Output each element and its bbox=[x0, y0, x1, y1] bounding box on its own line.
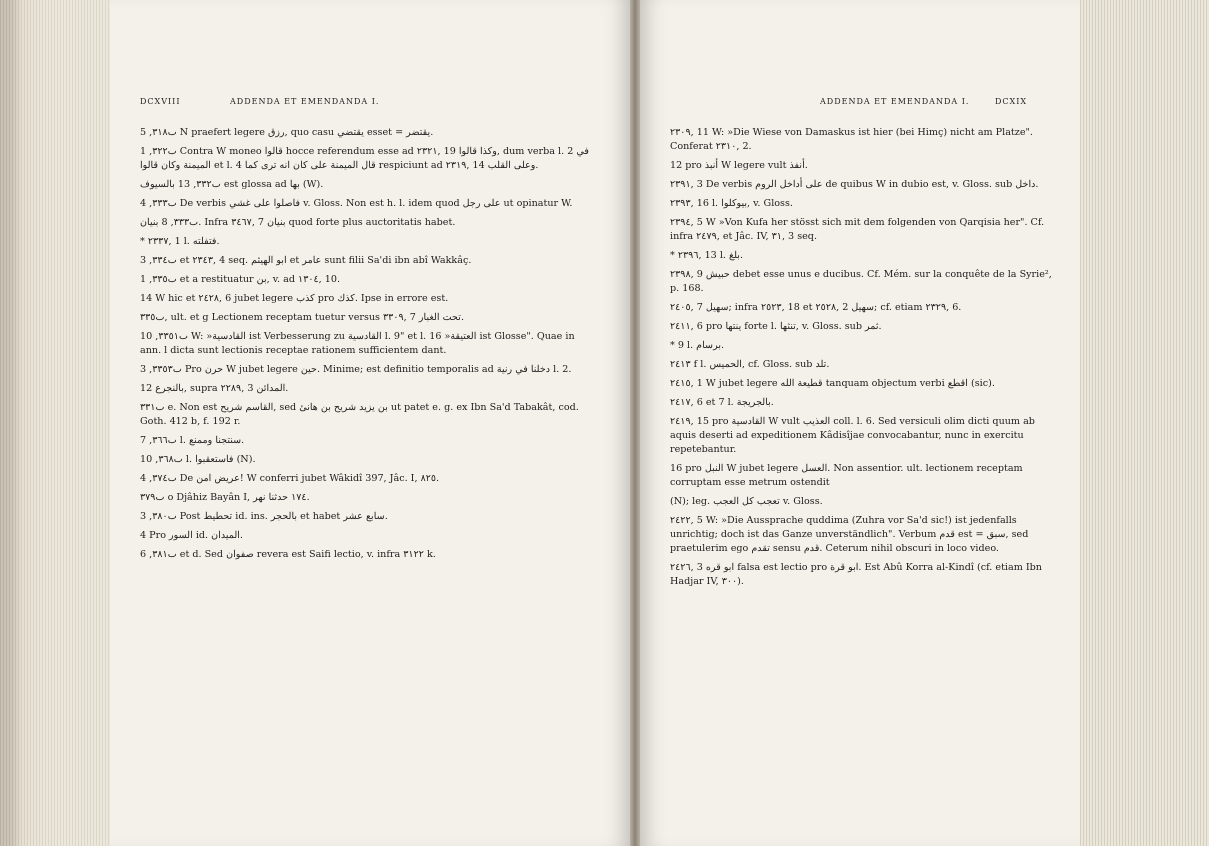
entry: 16 pro ﺍﻟﻨﺒﻞ W jubet legere ﺍﻟﻌﺴﻞ. Non assentior. ult. lectionem receptam corruptam esse metrum ostendit bbox=[670, 463, 1023, 488]
right-page-edges bbox=[1080, 0, 1209, 846]
entry: 4 Pro ﺍﻟﺴﻮﺭ id. ﺍﻟﻤﻴﺪﺍﻥ. bbox=[140, 530, 243, 541]
entry: 12 pro ﺃﻧﺒﺬ W legere vult ﺃﻧﻔﺬ. bbox=[670, 160, 808, 171]
entry: ٢٤١١, 6 pro ﻳﻨﺘﻬﺎ forte l. ﺗﻨﺜﻬﺎ, v. Gloss. sub ﺛﻤﺮ. bbox=[670, 321, 882, 332]
right-folio: DCXIX bbox=[995, 97, 1028, 106]
entry: * ٢٣٣٧, 1 l. ﻓﺘﻔﻠﺘﻪ. bbox=[140, 236, 220, 247]
entry: ٢٣٠٩, 11 W: »Die Wiese von Damaskus ist hier (bei Himç) nicht am Platze". Conferat ٢٣١٠, 2. bbox=[670, 127, 1033, 152]
left-page-text bbox=[140, 126, 590, 567]
entry: ٢٣٩٤, 5 W »Von Kufa her stösst sich mit dem folgenden von Qarqisia her". Cf. infra ٢٤٧٩, et Jâc. IV, ٣١, 3 seq. bbox=[670, 217, 1045, 242]
entry: ٢٣٩٨, 9 ﺣﺒﻴﺶ debet esse unus e ducibus. Cf. Mém. sur la conquête de la Syrie², p. 168. bbox=[670, 269, 1052, 294]
entry: ٮ٣٦٦, 7 l. ﺳﻨﺘﺠﻨﺎ ﻭﻣﻤﻨﻊ. bbox=[140, 435, 245, 446]
left-folio: DCXVIII bbox=[140, 97, 181, 106]
entry: (N); leg. ﺗﻌﺠﺐ ﻛﻞ ﺍﻟﻌﺠﺐ v. Gloss. bbox=[670, 496, 823, 507]
entry: ٮ٣٨٠, 3 Post ﺗﺤﻄﻴﻂ id. ins. ﺑﺎﻟﺤﺠﺮ et habet ﺳﺎﺑﻊ ﻋﺸﺮ. bbox=[140, 511, 388, 522]
entry: ٮ٣٣٥٣, 3 Pro ﺣﺮﻥ W jubet legere ﺣﻴﻦ. Minime; est definitio temporalis ad ﺩﺧﻠﻨﺎ ﻓﻲ ﺭﻧﻴﺔ l. 2. bbox=[140, 364, 572, 375]
entry: ٢٤١٧, 6 et 7 l. ﺑﺎﻟﺠﺮﻳﺠﺔ. bbox=[670, 397, 774, 408]
left-page bbox=[110, 0, 630, 846]
entry: 14 W hic et ٢٤٢٨, 6 jubet legere ﻛﺬﺏ pro ﻛﺬﻙ. Ipse in errore est. bbox=[140, 293, 449, 304]
right-page bbox=[640, 0, 1080, 846]
entry: ٢٤٢٢, 5 W: »Die Aussprache quddima (Zuhra vor Sa'd sic!) ist jedenfalls unrichtig; doch ist das Ganze unverständlich". Verbum ﻗﺪﻡ est = ﺳﺒﻖ, sed praetulerim ego ﺗﻘﺪﻡ sensu ﻗﺪﻡ. Ceterum nihil obscuri in loco video. bbox=[670, 515, 1029, 554]
right-page-text bbox=[670, 126, 1055, 594]
entry: ٢٤١٣ f l. ﺍﻟﺤﻤﻴﺲ, cf. Gloss. sub ﺗﻠﺪ. bbox=[670, 359, 830, 370]
entry: ٮ٣٧٩ o Djâhiz Bayân I, ١٧٤ ﺣﺪﺛﻨﺎ ﻧﻬﺮ. bbox=[140, 492, 310, 503]
entry: ٢٣٩٣, 16 l. ﺑﻴﻮﻛﻠﻮﺍ, v. Gloss. bbox=[670, 198, 793, 209]
entry: ٢٣٩١, 3 De verbis ﻋﻠﻰ ﺃﺩﺍﺧﻞ ﺍﻟﺮﻭﻡ de quibus W in dubio est, v. Gloss. sub ﺩﺍﺧﻞ. bbox=[670, 179, 1039, 190]
entry: ٮ٣٣٥, 1 et a restituatur ﺑﻦ, v. ad ١٣٠٤, 10. bbox=[140, 274, 341, 285]
entry: ٢٤١٩, 15 pro ﺍﻟﻘﺎﺩﺳﻴﺔ W vult ﺍﻟﻌﺬﻳﺐ coll. l. 6. Sed versiculi olim dicti quum ab aquis deserti ad expeditionem Kâdisîjae convocabantur, nunc in exercitu repetebantur. bbox=[670, 416, 1035, 455]
entry: ٮ٣٣٤, 3 et ٢٣٤٣, 4 seq. ﺍﺑﻮ ﺍﻟﻬﻴﺜﻢ et ﻋﺎﻣﺮ sunt filii Sa'di ibn abî Wakkâç. bbox=[140, 255, 472, 266]
entry: * 9 l. ﺑﺮﺳﺎﻡ. bbox=[670, 340, 725, 351]
entry: ٮ٣٣١ e. Non est ﺍﻟﻘﺎﺳﻢ ﺷﺮﻳﺢ, sed ﺑﻦ ﻳﺰﻳﺪ ﺷﺮﻳﺢ ﺑﻦ ﻫﺎﻧﺊ ut patet e. g. ex Ibn Sa'd Tabakât, cod. Goth. 412 b, f. 192 r. bbox=[140, 402, 579, 427]
entry: ٢٤٢٦, 3 ﺍﺑﻮ ﻗﺮﻩ falsa est lectio pro ﺍﺑﻮ ﻗﺮﺓ. Est Abû Korra al-Kindî (cf. etiam Ibn Hadjar IV, ٣٠٠). bbox=[670, 562, 1042, 587]
entry: ٮ٣٣٥, ult. et g Lectionem receptam tuetur versus ٣٣٠٩, 7 ﺗﺤﺖ ﺍﻟﻐﺒﺎﺭ. bbox=[140, 312, 464, 323]
entry: ٮ٣٣٣, 4 De verbis ﻓﺎﺻﻠﻮﺍ ﻋﻠﻰ ﻏﺸﻲ v. Gloss. Non est h. l. idem quod ﻋﻠﻰ ﺭﺟﻞ ut opinatur W. bbox=[140, 198, 573, 209]
entry: ٮ٣٧٤, 4 De ﻋﺮﻳﺾ ﺍﻣﻦ! W conferri jubet Wâkidî 397, Jâc. I, ٨٢٥. bbox=[140, 473, 440, 484]
right-running-head: ADDENDA ET EMENDANDA I. bbox=[820, 97, 970, 106]
entry: ٮ٣٨١, 6 et d. Sed ﺻﻔﻮﺍﻥ revera est Saifi lectio, v. infra ٣١٢٢ k. bbox=[140, 549, 436, 560]
entry: * ٢٣٩٦, 13 l. ﺑﻠﻎ. bbox=[670, 250, 744, 261]
entry: ٢٤٠٥, 7 ﺳﻬﻴﻞ; infra ٢٥٢٣, 18 et ٢٥٢٨, 2 ﺳﻬﻴﻞ; cf. etiam ٢٣٢٩, 6. bbox=[670, 302, 962, 313]
left-running-head: ADDENDA ET EMENDANDA I. bbox=[230, 97, 380, 106]
entry: ٮ٣٦٨, 10 l. ﻓﺎﺳﺘﻌﻘﺒﻮﺍ (N). bbox=[140, 454, 256, 465]
entry: ٢٤١٥, 1 W jubet legere ﻗﻄﻴﻌﺔ ﺍﻟﻠﻪ tanquam objectum verbi ﺍﻗﻄﻊ (sic). bbox=[670, 378, 995, 389]
book-gutter bbox=[630, 0, 640, 846]
entry: ٮ٣٣٢, 13 ﺑﺎﻟﺴﻴﻮﻑ est glossa ad ﺑﻬﺎ (W). bbox=[140, 179, 324, 190]
entry: ٮ٣١٨, 5 N praefert legere ﺭﺯﻕ, quo casu ﻳﻘﺘﻀﻲ esset = ﻳﻘﺘﻀﺮ. bbox=[140, 127, 434, 138]
entry: ٮ٣٣٣, 8 ﺑﻨﻴﺎﻥ. Infra ٣٤٦٧, 7 ﺑﻨﻴﺎﻥ quod forte plus auctoritatis habet. bbox=[140, 217, 456, 228]
entry: ٮ٣٣٥١, 10 W: »ﺍﻟﻘﺎﺩﺳﻴﺔ ist Verbesserung zu ﺍﻟﻘﺎﺩﺳﻴﺔ l. 9" et l. 16 »ﺍﻟﻌﺘﻴﻘﺔ ist Glosse". Quae in ann. l dicta sunt lectionis receptae rationem sufficientem dant. bbox=[140, 331, 575, 356]
entry: 12 ﺑﺎﻟﻨﺠﺮﻉ, supra ٢٢٨٩, 3 ﺍﻟﻤﺪﺍﺋﻦ. bbox=[140, 383, 289, 394]
entry: ٮ٣٢٢, 1 Contra W moneo ﻗﺎﻟﻮﺍ hocce referendum esse ad ٢٣٢١, 19 ﻭﻛﺬﺍ ﻗﺎﻟﻮﺍ, dum verba l. 2 ﻓﻲ ﺍﻟﻤﻴﻤﻨﺔ ﻭﻛﺎﻥ ﻗﺎﻟﻮﺍ et l. 4 ﻗﺎﻝ ﺍﻟﻤﻴﻤﻨﺔ ﻋﻠﻰ ﻛﺎﻥ ﺍﻧﻪ ﺗﺮﻯ ﻛﻤﺎ respiciunt ad ٢٣١٩, 14 ﻭﻋﻠﻰ ﺍﻟﻘﻠﺐ. bbox=[140, 146, 589, 171]
left-page-edges bbox=[0, 0, 110, 846]
